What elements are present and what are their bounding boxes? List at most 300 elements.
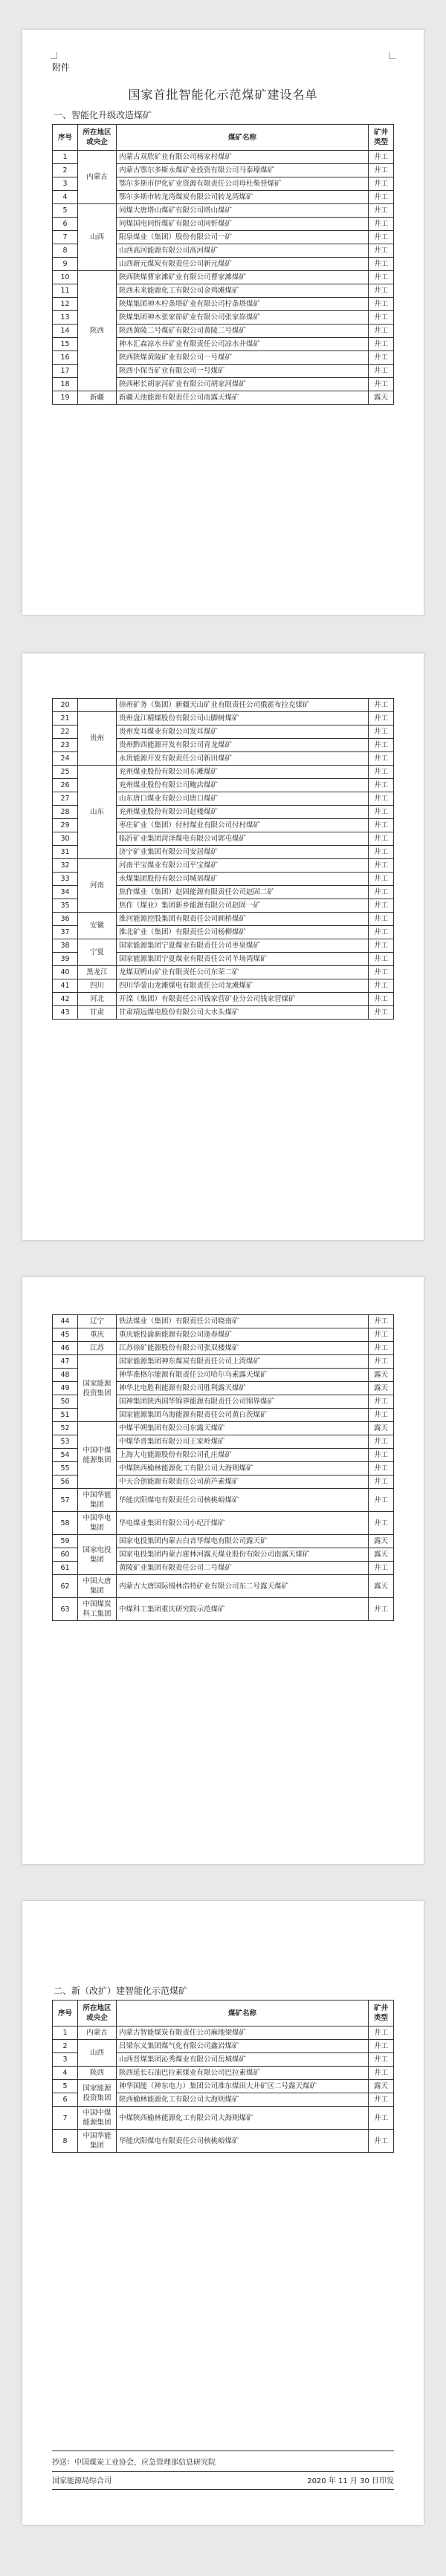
table-row [53,391,394,405]
document-page-3 [22,1277,424,1864]
mine-name: 中煤陕西榆林能源化工有限公司大海则煤矿 [117,2107,369,2130]
mine-name: 鄂尔多斯市转龙湾煤炭有限公司转龙湾煤矿 [117,191,369,204]
section-heading-2: 二、新（改扩）建智能化示范煤矿 [54,1986,188,1996]
document-page-1 [22,30,424,615]
table-row [53,2107,394,2130]
row-number: 8 [53,244,78,258]
footer-date: 2020 年 11 月 30 日印发 [307,2477,394,2485]
row-number: 50 [53,1395,78,1409]
row-number: 26 [53,779,78,792]
table-row [53,271,394,284]
mine-name: 济宁矿业集团有限公司安居煤矿 [117,846,369,859]
region-cell: 安徽 [78,913,117,939]
row-number: 62 [53,1575,78,1598]
mine-type: 井工 [369,2040,394,2053]
row-number: 14 [53,325,78,338]
mine-type: 露天 [369,1535,394,1548]
mine-type: 井工 [369,1315,394,1328]
row-number: 29 [53,819,78,832]
row-number: 48 [53,1369,78,1382]
mine-type: 井工 [369,1598,394,1621]
table-row [53,204,394,218]
row-number: 31 [53,846,78,859]
region-cell: 贵州 [78,712,117,766]
table-row [53,1328,394,1342]
region-cell: 中国中煤能源集团 [78,1422,117,1489]
table-row [53,1489,394,1512]
row-number: 35 [53,899,78,913]
table-row [53,2080,394,2093]
row-number: 8 [53,2130,78,2153]
column-header-mine: 煤矿名称 [117,2001,369,2026]
mine-name: 贵州黔西能源开发有限公司青龙煤矿 [117,739,369,752]
table-row [53,699,394,712]
mine-type: 井工 [369,2026,394,2040]
mine-name: 永煤集团股份有限公司城郊煤矿 [117,873,369,886]
region-cell: 国家能源投资集团 [78,2080,117,2107]
mine-name: 神华北电胜利能源有限公司胜利露天煤矿 [117,1382,369,1395]
mine-name: 山西晋煤集团沁秀煤业有限公司岳城煤矿 [117,2053,369,2067]
region-cell: 内蒙古 [78,151,117,204]
column-header-region: 所在地区或央企 [78,2001,117,2026]
mine-type: 井工 [369,792,394,806]
row-number: 58 [53,1512,78,1535]
mine-name: 中煤华晋集团有限公司王家岭煤矿 [117,1435,369,1449]
mine-name: 河南平宝煤业有限公司平宝煤矿 [117,859,369,873]
mine-type: 井工 [369,378,394,391]
table-row [53,1315,394,1328]
table-row [53,1512,394,1535]
footer-cc: 抄送：中国煤炭工业协会，应急管理部信息研究院 [52,2459,216,2467]
mine-type: 井工 [369,739,394,752]
mine-type: 井工 [369,325,394,338]
table-row [53,1575,394,1598]
row-number: 34 [53,886,78,899]
region-cell: 国家能源投资集团 [78,1355,117,1422]
mine-name: 国家能源集团神东煤炭有限责任公司上湾煤矿 [117,1355,369,1369]
mine-type: 井工 [369,899,394,913]
region-cell: 辽宁 [78,1315,117,1328]
column-header-mine: 煤矿名称 [117,125,369,151]
row-number: 17 [53,365,78,378]
mine-name: 国神集团陕西国华锦界能源有限责任公司锦界煤矿 [117,1395,369,1409]
mine-type: 井工 [369,766,394,779]
mine-type: 井工 [369,204,394,218]
mine-type: 井工 [369,271,394,284]
row-number: 56 [53,1476,78,1489]
row-number: 42 [53,993,78,1006]
mine-type: 井工 [369,218,394,231]
mine-name: 鄂尔多斯市伊化矿业资源有限责任公司母杜柴登煤矿 [117,177,369,191]
region-cell: 陕西 [78,271,117,391]
row-number: 39 [53,953,78,966]
mine-name: 焦作（煤业）集团新乡能源有限公司赵固一矿 [117,899,369,913]
mine-name: 陕西陕煤曹家滩矿业有限公司曹家滩煤矿 [117,271,369,284]
mine-type: 井工 [369,832,394,846]
mine-table-page-2 [52,698,394,1020]
region-cell: 江苏 [78,1342,117,1355]
row-number: 53 [53,1435,78,1449]
table-row [53,1355,394,1369]
column-header-no: 序号 [53,125,78,151]
mine-name: 兖州煤业股份有限公司赵楼煤矿 [117,806,369,819]
row-number: 45 [53,1328,78,1342]
region-cell: 山西 [78,204,117,271]
mine-name: 淮河能源控股集团有限责任公司顾桥煤矿 [117,913,369,926]
mine-name: 国家能源集团乌海能源有限责任公司黄白茨煤矿 [117,1409,369,1422]
mine-type: 井工 [369,2093,394,2107]
mine-type: 井工 [369,1342,394,1355]
mine-type: 井工 [369,1409,394,1422]
mine-name: 兖州煤业股份有限公司东滩煤矿 [117,766,369,779]
mine-name: 甘肃靖远煤电股份有限公司大水头煤矿 [117,1006,369,1020]
row-number: 18 [53,378,78,391]
mine-type: 井工 [369,191,394,204]
region-cell: 中国中煤能源集团 [78,2107,117,2130]
mine-type: 井工 [369,966,394,979]
page-corner-mark [389,52,395,59]
row-number: 40 [53,966,78,979]
mine-name: 国家电投集团内蒙古白音华煤电有限公司露天矿 [117,1535,369,1548]
mine-type: 井工 [369,725,394,739]
mine-type: 井工 [369,779,394,792]
row-number: 7 [53,231,78,244]
mine-type: 井工 [369,926,394,939]
mine-table-page-4 [52,2000,394,2153]
mine-name: 陕西榆林能源化工有限公司大海则煤矿 [117,2093,369,2107]
mine-name: 淮北矿业（集团）有限责任公司杨柳煤矿 [117,926,369,939]
row-number: 37 [53,926,78,939]
row-number: 41 [53,979,78,993]
mine-type: 井工 [369,846,394,859]
mine-type: 井工 [369,1328,394,1342]
mine-name: 龙煤双鸭山矿业有限责任公司东荣二矿 [117,966,369,979]
region-cell: 国家电投集团 [78,1535,117,1575]
mine-name: 华能庆阳煤电有限责任公司核桃峪煤矿 [117,1489,369,1512]
row-number: 19 [53,391,78,405]
region-cell [78,699,117,712]
mine-type: 井工 [369,1355,394,1369]
row-number: 3 [53,2053,78,2067]
mine-type: 井工 [369,151,394,164]
table-row [53,2040,394,2053]
table-row [53,913,394,926]
mine-type: 井工 [369,1512,394,1535]
mine-type: 井工 [369,311,394,325]
mine-name: 阳泉煤业（集团）股份有限公司一矿 [117,231,369,244]
mine-type: 井工 [369,1462,394,1476]
row-number: 5 [53,2080,78,2093]
region-cell: 重庆 [78,1328,117,1342]
mine-name: 陕西黄陵二号煤矿有限公司黄陵二号煤矿 [117,325,369,338]
mine-type: 井工 [369,873,394,886]
mine-type: 井工 [369,2053,394,2067]
mine-name: 国家电投集团内蒙古霍林河露天煤业股份有限公司南露天煤矿 [117,1548,369,1562]
mine-name: 陕西陕煤黄陵矿业有限公司一号煤矿 [117,351,369,365]
table-row [53,1535,394,1548]
column-header-no: 序号 [53,2001,78,2026]
mine-type: 井工 [369,953,394,966]
footer-issue-line [52,2474,394,2490]
row-number: 11 [53,284,78,298]
page-corner-mark [51,52,57,59]
mine-name: 陕煤集团神木柠条塔矿业有限公司柠条塔煤矿 [117,298,369,311]
mine-name: 华能庆阳煤电有限责任公司核桃峪煤矿 [117,2130,369,2153]
row-number: 63 [53,1598,78,1621]
table-header-row [53,125,394,151]
region-cell: 中国华能集团 [78,1489,117,1512]
row-number: 27 [53,792,78,806]
mine-name: 临沂矿业集团菏泽煤电有限公司郭屯煤矿 [117,832,369,846]
mine-name: 吕梁东义集团煤气化有限公司鑫岩煤矿 [117,2040,369,2053]
row-number: 60 [53,1548,78,1562]
mine-table-page-3 [52,1314,394,1621]
column-header-region: 所在地区或央企 [78,125,117,151]
row-number: 4 [53,2067,78,2080]
region-cell: 河南 [78,859,117,913]
mine-type: 井工 [369,1395,394,1409]
region-cell: 新疆 [78,391,117,405]
row-number: 4 [53,191,78,204]
region-cell: 四川 [78,979,117,993]
row-number: 24 [53,752,78,766]
table-row [53,766,394,779]
mine-type: 井工 [369,993,394,1006]
row-number: 5 [53,204,78,218]
row-number: 23 [53,739,78,752]
mine-name: 同煤大唐塔山煤矿有限公司塔山煤矿 [117,204,369,218]
column-header-type: 矿井类型 [369,2001,394,2026]
mine-type: 露天 [369,1369,394,1382]
region-cell: 内蒙古 [78,2026,117,2040]
row-number: 16 [53,351,78,365]
mine-name: 华电煤业集团有限公司小纪汗煤矿 [117,1512,369,1535]
mine-name: 内蒙古智能煤炭有限责任公司麻地梁煤矿 [117,2026,369,2040]
mine-type: 井工 [369,1489,394,1512]
mine-type: 井工 [369,806,394,819]
row-number: 6 [53,218,78,231]
section-heading-1: 一、智能化升级改造煤矿 [54,110,152,120]
mine-name: 开滦（集团）有限责任公司钱家营矿业分公司钱家营煤矿 [117,993,369,1006]
row-number: 49 [53,1382,78,1395]
row-number: 30 [53,832,78,846]
document-page-2 [22,653,424,1240]
mine-type: 井工 [369,258,394,271]
attachment-label: 附件 [52,62,71,73]
mine-type: 露天 [369,1382,394,1395]
region-cell: 山西 [78,2040,117,2067]
mine-type: 井工 [369,712,394,725]
table-row [53,2026,394,2040]
mine-type: 井工 [369,2107,394,2130]
mine-type: 露天 [369,1422,394,1435]
mine-type: 井工 [369,819,394,832]
mine-name: 山西新元煤炭有限责任公司新元煤矿 [117,258,369,271]
mine-name: 国家能源集团宁夏煤业有限责任公司羊场湾煤矿 [117,953,369,966]
mine-name: 江苏徐矿能源股份有限公司张双楼煤矿 [117,1342,369,1355]
mine-name: 上海大屯能源股份有限公司孔庄煤矿 [117,1449,369,1462]
mine-name: 兖州煤业股份有限公司鲍店煤矿 [117,779,369,792]
region-cell: 中国大唐集团 [78,1575,117,1598]
mine-name: 陕西延长石油巴拉素煤业有限公司巴拉素煤矿 [117,2067,369,2080]
mine-name: 黄陵矿业集团有限责任公司二号煤矿 [117,1562,369,1575]
mine-name: 山东唐口煤业有限公司唐口煤矿 [117,792,369,806]
row-number: 1 [53,151,78,164]
region-cell: 中国华能集团 [78,2130,117,2153]
row-number: 15 [53,338,78,351]
mine-type: 露天 [369,391,394,405]
region-cell: 陕西 [78,2067,117,2080]
region-cell: 河北 [78,993,117,1006]
mine-name: 中煤陕西榆林能源化工有限公司大海则煤矿 [117,1462,369,1476]
mine-type: 露天 [369,1548,394,1562]
mine-type: 井工 [369,177,394,191]
row-number: 51 [53,1409,78,1422]
mine-name: 焦作煤业（集团）赵固能源有限责任公司赵固二矿 [117,886,369,899]
row-number: 38 [53,939,78,953]
mine-name: 中煤平朔集团有限公司东露天煤矿 [117,1422,369,1435]
mine-name: 贵州发耳煤业有限公司发耳煤矿 [117,725,369,739]
mine-name: 陕煤集团神木张家峁矿业有限公司张家峁煤矿 [117,311,369,325]
row-number: 59 [53,1535,78,1548]
mine-type: 井工 [369,338,394,351]
row-number: 2 [53,164,78,177]
table-row [53,1006,394,1020]
mine-name: 四川华蓥山龙滩煤电有限责任公司龙滩煤矿 [117,979,369,993]
table-row [53,993,394,1006]
mine-type: 井工 [369,284,394,298]
row-number: 9 [53,258,78,271]
row-number: 33 [53,873,78,886]
mine-type: 井工 [369,859,394,873]
table-row [53,1422,394,1435]
row-number: 25 [53,766,78,779]
mine-name: 陕西未来能源化工有限公司金鸡滩煤矿 [117,284,369,298]
region-cell: 宁夏 [78,939,117,966]
footer-cc-line [52,2451,394,2472]
mine-name: 国家能源集团宁夏煤业有限责任公司枣泉煤矿 [117,939,369,953]
mine-type: 井工 [369,1476,394,1489]
mine-type: 井工 [369,979,394,993]
mine-type: 井工 [369,231,394,244]
mine-name: 神华准格尔能源有限责任公司哈尔乌素露天煤矿 [117,1369,369,1382]
row-number: 22 [53,725,78,739]
mine-type: 井工 [369,2130,394,2153]
row-number: 12 [53,298,78,311]
table-row [53,859,394,873]
row-number: 57 [53,1489,78,1512]
mine-name: 徐州矿务（集团）新疆天山矿业有限责任公司俄霍布拉克煤矿 [117,699,369,712]
mine-type: 井工 [369,365,394,378]
row-number: 7 [53,2107,78,2130]
row-number: 47 [53,1355,78,1369]
row-number: 52 [53,1422,78,1435]
mine-type: 井工 [369,1006,394,1020]
row-number: 46 [53,1342,78,1355]
region-cell: 甘肃 [78,1006,117,1020]
mine-name: 陕西彬长胡家河矿业有限公司胡家河煤矿 [117,378,369,391]
row-number: 13 [53,311,78,325]
mine-type: 井工 [369,939,394,953]
mine-name: 神木汇森凉水井矿业有限责任公司凉水井煤矿 [117,338,369,351]
row-number: 3 [53,177,78,191]
mine-type: 井工 [369,886,394,899]
table-row [53,2130,394,2153]
mine-name: 内蒙古鄂尔多斯永煤矿业投资有限公司马泰壕煤矿 [117,164,369,177]
table-row [53,1342,394,1355]
row-number: 6 [53,2093,78,2107]
mine-name: 同煤国电同忻煤矿有限公司同忻煤矿 [117,218,369,231]
row-number: 43 [53,1006,78,1020]
mine-name: 中煤科工集团重庆研究院示范煤矿 [117,1598,369,1621]
row-number: 28 [53,806,78,819]
row-number: 10 [53,271,78,284]
mine-type: 井工 [369,752,394,766]
row-number: 32 [53,859,78,873]
mine-name: 贵州盘江精煤股份有限公司山脚树煤矿 [117,712,369,725]
mine-name: 山西高河能源有限公司高河煤矿 [117,244,369,258]
document-page-4 [22,1901,424,2525]
mine-type: 井工 [369,351,394,365]
region-cell: 中国华电集团 [78,1512,117,1535]
table-row [53,712,394,725]
mine-type: 井工 [369,699,394,712]
row-number: 20 [53,699,78,712]
row-number: 36 [53,913,78,926]
row-number: 1 [53,2026,78,2040]
footer-issuer: 国家能源局综合司 [52,2477,112,2485]
row-number: 61 [53,1562,78,1575]
table-row [53,151,394,164]
mine-type: 露天 [369,2080,394,2093]
mine-name: 重庆能投渝新能源有限公司逢春煤矿 [117,1328,369,1342]
row-number: 2 [53,2040,78,2053]
region-cell: 山东 [78,766,117,859]
region-cell: 黑龙江 [78,966,117,979]
mine-table-page-1 [52,124,394,405]
table-row [53,979,394,993]
mine-name: 中天合创能源有限责任公司葫芦素煤矿 [117,1476,369,1489]
table-row [53,2067,394,2080]
mine-type: 井工 [369,2067,394,2080]
mine-name: 陕西小保当矿业有限公司一号煤矿 [117,365,369,378]
mine-name: 神华国能（神东电力）集团公司准东煤田大井矿区二号露天煤矿 [117,2080,369,2093]
row-number: 54 [53,1449,78,1462]
mine-type: 井工 [369,1449,394,1462]
mine-type: 井工 [369,164,394,177]
mine-type: 井工 [369,244,394,258]
document-title: 国家首批智能化示范煤矿建设名单 [128,88,318,102]
mine-name: 新疆天池能源有限责任公司南露天煤矿 [117,391,369,405]
table-row [53,966,394,979]
row-number: 44 [53,1315,78,1328]
row-number: 21 [53,712,78,725]
mine-type: 露天 [369,1575,394,1598]
mine-name: 内蒙古双欣矿业有限公司杨家村煤矿 [117,151,369,164]
region-cell: 中国煤炭科工集团 [78,1598,117,1621]
mine-name: 枣庄矿业（集团）付村煤业有限公司付村煤矿 [117,819,369,832]
mine-type: 井工 [369,298,394,311]
table-row [53,939,394,953]
mine-type: 井工 [369,1435,394,1449]
table-header-row [53,2001,394,2026]
mine-name: 铁法煤业（集团）有限责任公司晓南矿 [117,1315,369,1328]
column-header-type: 矿井类型 [369,125,394,151]
mine-name: 内蒙古大唐国际锡林浩特矿业有限公司东二号露天煤矿 [117,1575,369,1598]
row-number: 55 [53,1462,78,1476]
mine-type: 井工 [369,1562,394,1575]
mine-name: 永贵能源开发有限责任公司新田煤矿 [117,752,369,766]
